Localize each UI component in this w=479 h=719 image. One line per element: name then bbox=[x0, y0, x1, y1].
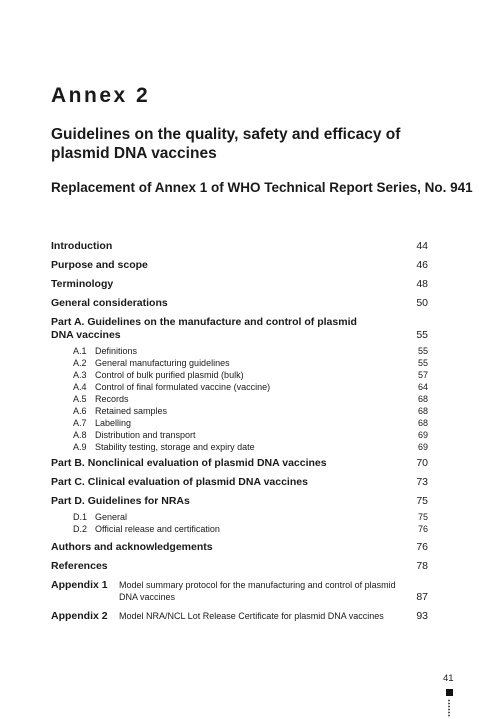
toc-label: Stability testing, storage and expiry date bbox=[95, 442, 255, 452]
toc-label: Control of bulk purified plasmid (bulk) bbox=[95, 370, 244, 380]
toc-label: Appendix 1 bbox=[51, 579, 108, 591]
toc-section-number: A.7 bbox=[73, 418, 87, 428]
toc-page-number: 75 bbox=[417, 512, 428, 522]
toc-label: Part B. Nonclinical evaluation of plasmid DNA vaccines bbox=[51, 457, 327, 469]
toc-page-number: 55 bbox=[417, 346, 428, 356]
toc-label: Introduction bbox=[51, 240, 113, 252]
toc-label: Control of final formulated vaccine (vaccine) bbox=[95, 382, 271, 392]
toc-page-number: 87 bbox=[416, 591, 428, 603]
toc-label: Retained samples bbox=[95, 406, 168, 416]
toc-page-number: 78 bbox=[416, 560, 428, 572]
toc-label: Authors and acknowledgements bbox=[51, 541, 213, 553]
toc-label: Distribution and transport bbox=[95, 430, 196, 440]
toc-section-number: A.2 bbox=[73, 358, 87, 368]
document-subtitle: Replacement of Annex 1 of WHO Technical Report Series, No. 941 bbox=[51, 180, 473, 195]
toc-section-number: A.1 bbox=[73, 346, 87, 356]
toc-page-number: 70 bbox=[416, 457, 428, 469]
toc-section-number: A.8 bbox=[73, 430, 87, 440]
toc-page-number: 68 bbox=[417, 418, 428, 428]
toc-label: Appendix 2 bbox=[51, 610, 108, 622]
toc-label: General manufacturing guidelines bbox=[95, 358, 230, 368]
toc-entry-appendix-1[interactable] bbox=[51, 579, 428, 605]
toc-page-number: 64 bbox=[417, 382, 428, 392]
toc-label: Official release and certification bbox=[95, 524, 220, 534]
toc-label: DNA vaccines bbox=[51, 329, 121, 341]
toc-page-number: 69 bbox=[417, 430, 428, 440]
toc-page-number: 69 bbox=[417, 442, 428, 452]
toc-label: Part D. Guidelines for NRAs bbox=[51, 495, 190, 507]
toc-label: Part A. Guidelines on the manufacture and control of plasmid bbox=[51, 316, 357, 328]
toc-section-number: A.4 bbox=[73, 382, 87, 392]
toc-page-number: 48 bbox=[416, 278, 428, 290]
toc-label: Purpose and scope bbox=[51, 259, 148, 271]
toc-label: General considerations bbox=[51, 297, 168, 309]
toc-section-number: A.6 bbox=[73, 406, 87, 416]
toc-page-number: 46 bbox=[416, 259, 428, 271]
page-number: 41 bbox=[443, 673, 454, 684]
document-title: Guidelines on the quality, safety and efficacy of plasmid DNA vaccines bbox=[51, 126, 401, 162]
toc-section-number: D.1 bbox=[73, 512, 88, 522]
toc-page-number: 44 bbox=[416, 240, 428, 252]
toc-label: Records bbox=[95, 394, 129, 404]
toc-label: Definitions bbox=[95, 346, 138, 356]
toc-section-number: A.9 bbox=[73, 442, 87, 452]
dotted-line-icon bbox=[448, 699, 450, 717]
toc-section-number: A.3 bbox=[73, 370, 87, 380]
toc-label: Part C. Clinical evaluation of plasmid DNA vaccines bbox=[51, 476, 308, 488]
toc-page-number: 50 bbox=[416, 297, 428, 309]
toc-page-number: 68 bbox=[417, 406, 428, 416]
toc-page-number: 55 bbox=[416, 329, 428, 341]
annex-title: Annex 2 bbox=[51, 84, 151, 107]
toc-label: General bbox=[95, 512, 128, 522]
toc-label: References bbox=[51, 560, 108, 572]
toc-page-number: 76 bbox=[417, 524, 428, 534]
toc-page-number: 57 bbox=[417, 370, 428, 380]
toc-page-number: 76 bbox=[416, 541, 428, 553]
toc-label: Labelling bbox=[95, 418, 132, 428]
toc-description: Model NRA/NCL Lot Release Certificate for plasmid DNA vaccines bbox=[119, 611, 384, 621]
toc-page-number: 93 bbox=[416, 610, 428, 622]
toc-page-number: 68 bbox=[417, 394, 428, 404]
toc-section-number: D.2 bbox=[73, 524, 88, 534]
toc-description-line2: DNA vaccines bbox=[119, 592, 176, 602]
toc-description: Model summary protocol for the manufacturing and control of plasmid bbox=[119, 580, 396, 590]
toc-page-number: 73 bbox=[416, 476, 428, 488]
toc-section-number: A.5 bbox=[73, 394, 87, 404]
square-marker-icon bbox=[446, 689, 453, 696]
toc-label: Terminology bbox=[51, 278, 114, 290]
toc-page-number: 75 bbox=[416, 495, 428, 507]
toc-page-number: 55 bbox=[417, 358, 428, 368]
